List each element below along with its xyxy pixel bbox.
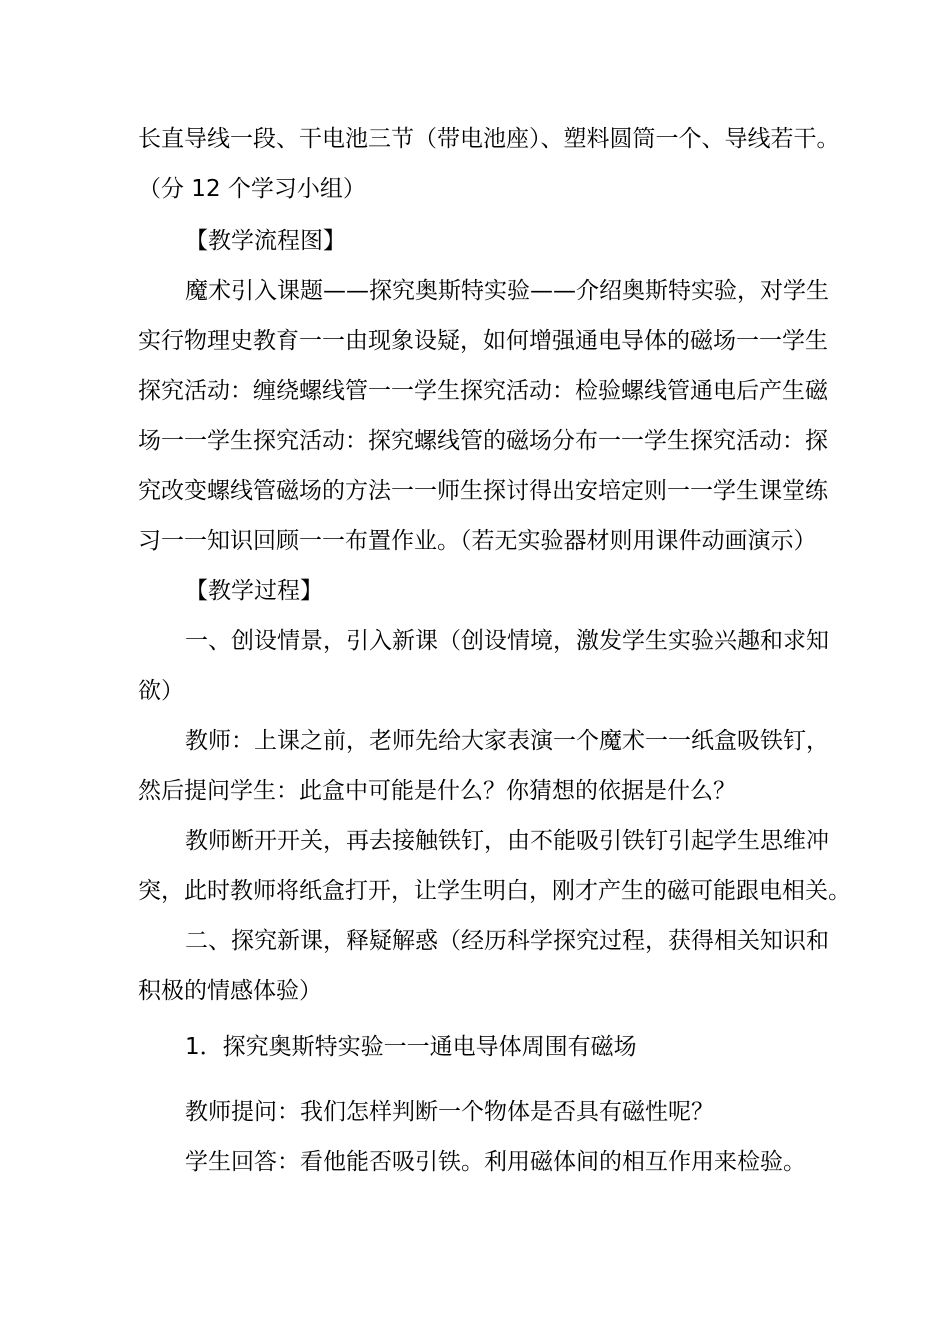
text-line: 教师：上课之前，老师先给大家表演一个魔术一一纸盒吸铁钉， (185, 728, 829, 754)
text-line: 场一一学生探究活动：探究螺线管的磁场分布一一学生探究活动：探 (138, 428, 828, 454)
text-line: 积极的情感体验） (138, 978, 322, 1004)
text-line: （分 12 个学习小组） (138, 176, 366, 202)
section-heading: 【教学过程】 (185, 578, 323, 604)
text-line: 魔术引入课题——探究奥斯特实验——介绍奥斯特实验，对学生 (185, 278, 829, 304)
text-line: 习一一知识回顾一一布置作业。（若无实验器材则用课件动画演示） (138, 528, 817, 554)
text-line: 二、探究新课，释疑解惑（经历科学探究过程，获得相关知识和 (185, 928, 829, 954)
text-line: 突，此时教师将纸盒打开，让学生明白，刚才产生的磁可能跟电相关。 (138, 878, 851, 904)
section-heading: 【教学流程图】 (185, 228, 346, 254)
text-line: 一、创设情景，引入新课（创设情境，激发学生实验兴趣和求知 (185, 628, 829, 654)
text-line: 实行物理史教育一一由现象设疑，如何增强通电导体的磁场一一学生 (138, 328, 828, 354)
text-line: 教师提问：我们怎样判断一个物体是否具有磁性呢？ (185, 1099, 714, 1125)
text-line: 然后提问学生：此盒中可能是什么？你猜想的依据是什么？ (138, 778, 736, 804)
text-line: 探究活动：缠绕螺线管一一学生探究活动：检验螺线管通电后产生磁 (138, 378, 828, 404)
subsection-heading: 1．探究奥斯特实验一一通电导体周围有磁场 (185, 1034, 637, 1060)
text-line: 欲） (138, 678, 184, 704)
text-line: 长直导线一段、干电池三节（带电池座）、塑料圆筒一个、导线若干。 (138, 126, 840, 152)
text-line: 教师断开开关，再去接触铁钉，由不能吸引铁钉引起学生思维冲 (185, 828, 829, 854)
text-line: 学生回答：看他能否吸引铁。利用磁体间的相互作用来检验。 (185, 1149, 806, 1175)
text-line: 究改变螺线管磁场的方法一一师生探讨得出安培定则一一学生课堂练 (138, 478, 828, 504)
